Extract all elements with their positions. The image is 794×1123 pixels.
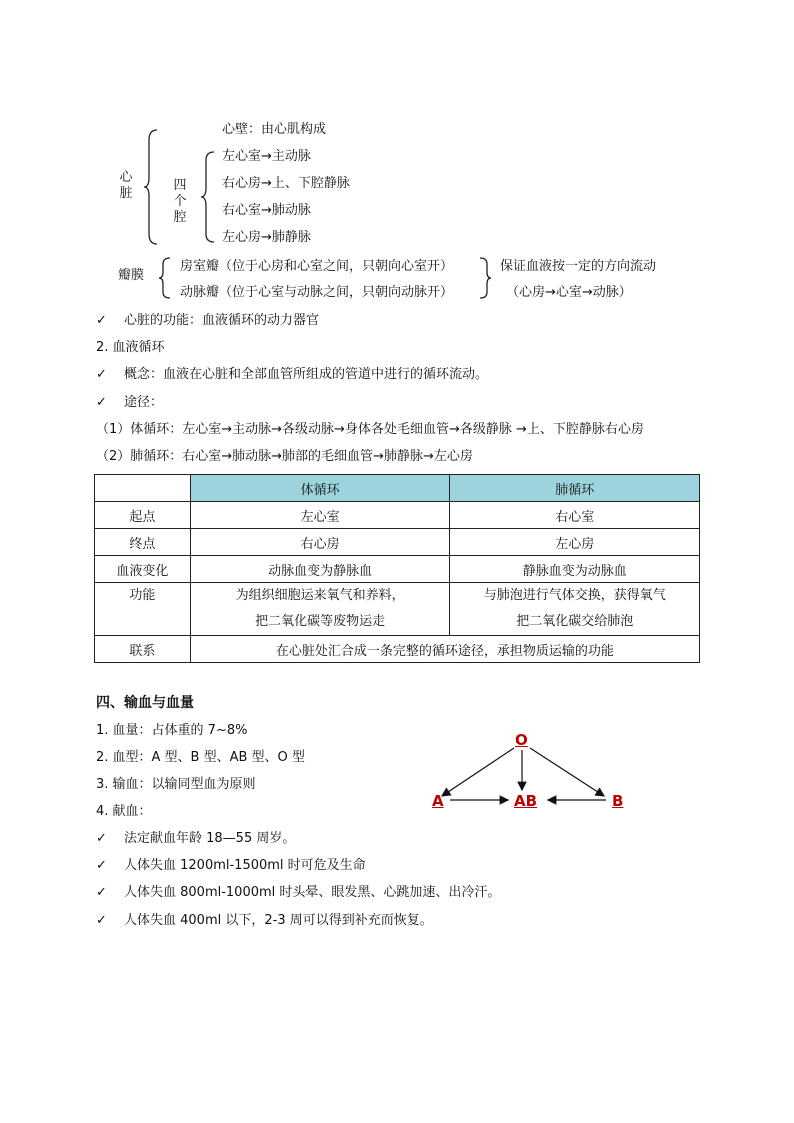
blood-type-ab: AB bbox=[514, 792, 538, 810]
chambers-brace bbox=[200, 150, 216, 244]
transfusion-item: 1. 血量：占体重的 7~8% bbox=[96, 723, 248, 738]
chambers-label: 四个腔 bbox=[173, 178, 187, 225]
table-cell: 为组织细胞运来氧气和养料， 把二氧化碳等废物运走 bbox=[190, 583, 450, 636]
transfusion-item: 2. 血型：A 型、B 型、AB 型、O 型 bbox=[96, 750, 305, 765]
chamber-item: 右心房→上、下腔静脉 bbox=[222, 176, 350, 191]
table-cell: 功能 bbox=[95, 583, 191, 636]
check-icon: ✓ bbox=[96, 313, 107, 328]
blood-type-a: A bbox=[432, 792, 444, 810]
table-cell: 起点 bbox=[95, 502, 191, 529]
systemic-path: （1）体循环：左心室→主动脉→各级动脉→身体各处毛细血管→各级静脉 →上、下腔静脉右心房 bbox=[96, 422, 644, 437]
table-cell: 静脉血变为动脉血 bbox=[450, 556, 700, 583]
check-icon: ✓ bbox=[96, 885, 107, 900]
donation-item: ✓ 人体失血 1200ml-1500ml 时可危及生命 bbox=[96, 858, 366, 873]
table-row bbox=[95, 529, 700, 556]
pulmonary-path: （2）肺循环：右心室→肺动脉→肺部的毛细血管→肺静脉→左心房 bbox=[96, 449, 473, 464]
table-row bbox=[95, 502, 700, 529]
table-header-row bbox=[95, 475, 700, 502]
arrow-o-to-b bbox=[530, 748, 604, 796]
circulation-concept: ✓ 概念：血液在心脏和全部血管所组成的管道中进行的循环流动。 bbox=[96, 367, 489, 382]
table-cell: 联系 bbox=[95, 636, 191, 663]
donation-item: ✓ 人体失血 400ml 以下，2-3 周可以得到补充而恢复。 bbox=[96, 913, 433, 928]
table-cell: 右心房 bbox=[190, 529, 450, 556]
heart-function: ✓ 心脏的功能：血液循环的动力器官 bbox=[96, 313, 320, 328]
table-header-cell bbox=[95, 475, 191, 502]
table-row bbox=[95, 583, 700, 636]
transfusion-item: 3. 输血：以输同型血为原则 bbox=[96, 777, 256, 792]
table-row bbox=[95, 556, 700, 583]
chamber-item: 左心房→肺静脉 bbox=[222, 230, 311, 245]
chamber-item: 右心室→肺动脉 bbox=[222, 203, 311, 218]
blood-type-b: B bbox=[612, 792, 624, 810]
circulation-table bbox=[94, 474, 700, 663]
table-cell: 与肺泡进行气体交换，获得氧气 把二氧化碳交给肺泡 bbox=[450, 583, 700, 636]
blood-type-o: O bbox=[515, 731, 528, 749]
valve-function: 保证血液按一定的方向流动 bbox=[500, 259, 657, 274]
table-cell: 动脉血变为静脉血 bbox=[190, 556, 450, 583]
table-cell: 左心室 bbox=[190, 502, 450, 529]
table-row bbox=[95, 636, 700, 663]
table-header-cell: 肺循环 bbox=[450, 475, 700, 502]
table-header-cell: 体循环 bbox=[190, 475, 450, 502]
valve-item: 动脉瓣（位于心室与动脉之间，只朝向动脉开） bbox=[180, 285, 454, 300]
valve-item: 房室瓣（位于心房和心室之间，只朝向心室开） bbox=[180, 259, 454, 274]
table-cell: 血液变化 bbox=[95, 556, 191, 583]
heart-label: 心脏 bbox=[119, 170, 133, 201]
heart-wall: 心壁：由心肌构成 bbox=[222, 122, 327, 137]
transfusion-item: 4. 献血： bbox=[96, 804, 152, 819]
check-icon: ✓ bbox=[96, 367, 107, 382]
table-cell: 右心室 bbox=[450, 502, 700, 529]
donation-item: ✓ 人体失血 800ml-1000ml 时头晕、眼发黑、心跳加速、出冷汗。 bbox=[96, 885, 501, 900]
valve-close-brace bbox=[478, 256, 492, 300]
donation-item: ✓ 法定献血年龄 18—55 周岁。 bbox=[96, 831, 296, 846]
check-icon: ✓ bbox=[96, 858, 107, 873]
table-cell: 在心脏处汇合成一条完整的循环途径，承担物质运输的功能 bbox=[190, 636, 699, 663]
circulation-title: 2. 血液循环 bbox=[96, 340, 165, 355]
valve-brace bbox=[158, 256, 172, 300]
check-icon: ✓ bbox=[96, 395, 107, 410]
heart-brace bbox=[143, 128, 159, 246]
arrow-o-to-a bbox=[442, 748, 514, 796]
circulation-path-title: ✓ 途径： bbox=[96, 395, 164, 410]
table-cell: 左心房 bbox=[450, 529, 700, 556]
check-icon: ✓ bbox=[96, 831, 107, 846]
check-icon: ✓ bbox=[96, 913, 107, 928]
valve-direction: （心房→心室→动脉） bbox=[506, 285, 632, 300]
valve-label: 瓣膜 bbox=[118, 268, 145, 283]
table-cell: 终点 bbox=[95, 529, 191, 556]
section-heading: 四、输血与血量 bbox=[96, 695, 194, 711]
chamber-item: 左心室→主动脉 bbox=[222, 149, 311, 164]
